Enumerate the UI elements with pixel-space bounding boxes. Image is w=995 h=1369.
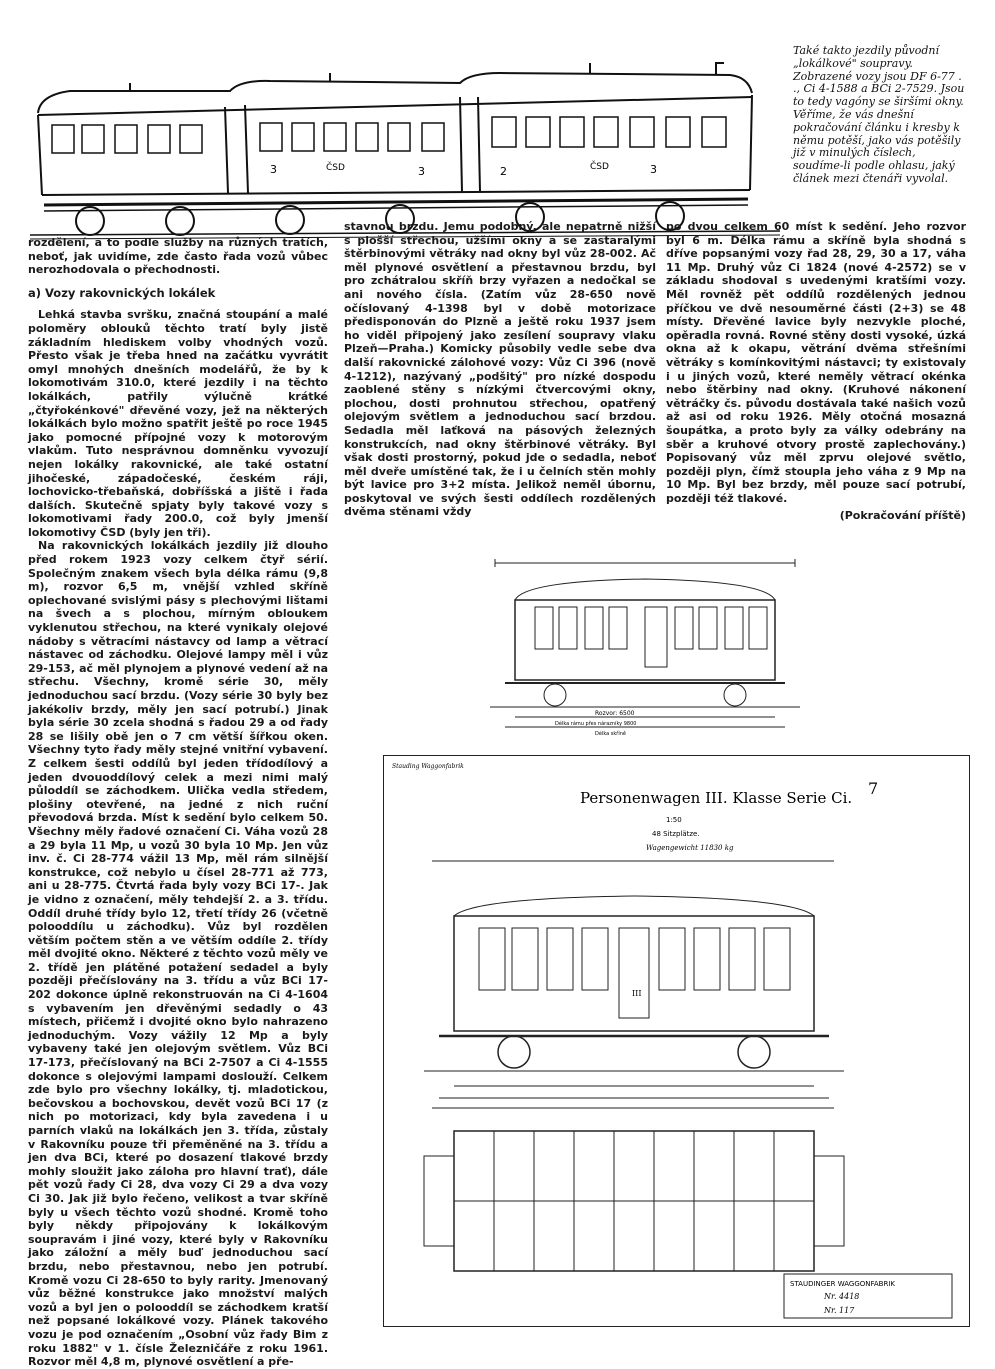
train-sketch xyxy=(30,45,780,245)
drawing2-weight: Wagengewicht 11830 kg xyxy=(646,844,734,852)
drawing1-label-b: Délka skříně xyxy=(595,731,626,737)
car3-class-label: 2 xyxy=(500,165,507,178)
drawing2-title: Personenwagen III. Klasse Serie Ci. xyxy=(580,789,853,807)
drawing2-roman: III xyxy=(632,989,642,998)
drawing2-mark: 7 xyxy=(868,779,879,798)
car3-class3-label: 3 xyxy=(650,163,657,176)
column-1 xyxy=(28,236,328,1369)
car1-door-label: 3 xyxy=(270,163,277,176)
car2-csd-label: ČSD xyxy=(326,163,345,173)
column-3 xyxy=(666,220,966,523)
column1-intro: rozdělení, a to podle služby na různých tratích, neboť, jak uvidíme, zde často řada vozů vůbec nerozhodovala o přechodnosti. xyxy=(28,236,328,277)
section-heading: a) Vozy rakovnických lokálek xyxy=(28,285,216,300)
stamp-line-3: Nr. 117 xyxy=(824,1306,855,1315)
drawing2-seats: 48 Sitzplätze. xyxy=(652,830,700,838)
drawing2-maker: Stauding Waggonfabrik xyxy=(392,763,464,770)
column2-text: stavnou brzdu. Jemu podobný, ale nepatrně nižší s plošší střechou, užšími okny a se zastaralými štěrbinovými větráky nad okny byl vůz 28-002. Ač měl plynové osvětlení a přestavnou brzdu, byl pro zchátralou skříň brzy vyřazen a nedočkal se ani nového čísla. (Zatím vůz 28-650 nově očíslovaný 4-1398 byl v době motorizace předisponován do Plzně a ještě roku 1937 jsem ho viděl připojený jako zesílení soupravy vlaku Plzeň—Praha.) Komicky působily vedle sebe dva další rakovnické zálohové vozy: Vůz Ci 396 (nově 4-1212), nazývaný „podšitý" pro nízké dospodu zaoblené stěny s nízkými čtvercovými okny, plochou, dosti prohnutou střechou, opatřený olejovým světlem a jednoduchou sací brzdou. Sedadla měl laťková na pásových železných konstrukcích, nad okny štěrbinové větráky. Byl však dosti prostorný, pokud jde o sedadla, neboť měl dveře umístěné tak, že i u čelních stěn mohly být lavice pro 3+2 místa. Jelikož neměl úbornu, poskytoval ve svých šesti oddílech rozdělených dvěma stěnami vždy xyxy=(344,220,656,519)
continuation-note: (Pokračování příště) xyxy=(839,509,966,523)
car2-door-label: 3 xyxy=(418,165,425,178)
stamp-line-1: STAUDINGER WAGGONFABRIK xyxy=(790,1280,896,1288)
technical-drawing-2 xyxy=(383,755,970,1327)
drawing2-scale: 1:50 xyxy=(666,816,682,824)
column-2 xyxy=(344,220,656,519)
drawing1-dim: Rozvor: 6500 xyxy=(595,710,635,717)
image-caption: Také takto jezdily původní „lokálkové" soupravy. Zobrazené vozy jsou DF 6-77 . ., Ci 4-1588 a BCi 2-7529. Jsou to tedy vagóny se širšími okny. Věříme, že vás dnešní pokračování článku i kresby k němu potěší, jako vás potěšily již v minulých číslech, soudíme-li podle ohlasu, jaký článek mezi čtenáři vyvolal. xyxy=(793,44,965,185)
column1-paragraph-2: Na rakovnických lokálkách jezdily již dlouho před rokem 1923 vozy celkem čtyř sérií. Společným znakem všech byla délka rámu (9,8 m), rozvor 6,5 m, vnější vzhled skříně oplechované svislými pásy s plechovými lištami na švech a s plochou, mírným obloukem vyklenutou střechou, na které vynikaly olejové nádoby s větracími nástavcy od lamp a větrací nástavec od záchodku. Olejové lampy měl i vůz 29-153, ač měl plynojem a plynové vedení až na střechu. Všechny, kromě série 30, měly jednoduchou sací brzdu. (Vozy série 30 byly bez jakékoliv brzdy, měly jen sací potrubí.) Jinak byla série 30 zcela shodná s řadou 29 a od řady 28 se lišily obě jen o 7 cm větší šířkou oken. Všechny tyto řady měly stejné vnitřní vybavení. Z celkem šesti oddílů byl jeden třídodílový a jeden dvouoddílový celek a mezi nimi malý půloddíl se záchodkem. Ulička vedla středem, plošiny otevřené, na jedné z nich ruční převodová brzda. Míst k sedění bylo celkem 50. Všechny měly řadové označení Ci. Váha vozů 28 a 29 byla 11 Mp, u vozů 30 byla 10 Mp. Jen vůz inv. č. Ci 28-774 vážil 13 Mp, měl rám silnější konstrukce, což nebylo u čísel 28-771 až 773, ani u 28-775. Čtvrtá řada byly vozy BCi 17-. Jak je vidno z označení, měly tehdejší 2. a 3. třídu. Oddíl druhé třídy bylo 12, třetí třídy 26 (včetně polooddílu u záchodku). Vůz byl rozdělen větším počtem stěn a ve větším oddíle 2. třídy měl dvojité okno. Některé z těchto vozů měly ve 2. třídě jen plátěné potažení sedadel a byly později přečíslovány na 3. třídu a vůz BCi 17-202 dokonce úplně rekonstruován na Ci 4-1604 s vybavením jen dřevěnými sedadly o 43 místech, přičemž i dvojité okno bylo nahrazeno jednoduchým. Vozy vážily 12 Mp a byly vybaveny také jen olejovým světlem. Vůz BCi 17-173, přečíslovaný na BCi 2-7507 a Ci 4-1555 dokonce s olejovými lampami doslouží. Celkem zde bylo pro všechny lokálky, tj. mladotickou, bečovskou a bochovskou, devět vozů BCi 17 (z nich po motorizaci, kdy byla zavedena i u parních vlaků na lokálkách jen 3. třída, zůstaly v Rakovníku pouze tři přeměněné na 3. třídu a jen dva BCi, které po dosazení tlakové brzdy mohly sloužit jako záloha pro hlavní trať), dále pět vozů řady Ci 28, dva vozy Ci 29 a dva vozy Ci 30. Jak již bylo řečeno, velikost a tvar skříně byly u všech těchto vozů shodné. Kromě toho byly někdy připojovány k lokálkovým soupravám i jiné vozy, které byly v Rakovníku jako záložní a měly buď jednoduchou sací brzdu, nebo přestavnou, nebo jen potrubí. Kromě vozu Ci 28-650 to byly rarity. Jmenovaný vůz běžné konstrukce jako množství malých vozů a byl jen o polooddíl se záchodkem kratší než popsané lokálkové vozy. Plánek takového vozu je pod označením „Osobní vůz řady Bim z roku 1882" v 1. čísle Železničáře z roku 1961. Rozvor měl 4,8 m, plynové osvětlení a pře- xyxy=(28,539,328,1369)
column1-paragraph-1: Lehká stavba svršku, značná stoupání a malé poloměry oblouků těchto tratí byly jistě základním hlediskem volby vhodných vozů. Přesto však je třeba hned na začátku vyvrátit omyl mnohých dnešních modelářů, že by k lokomotivám 310.0, které jezdily i na těchto lokálkách, patřily výlučně krátké „čtyřokénkové" dřevěné vozy, jež na některých lokálkách bylo možno spatřit ještě po roce 1945 jako pomocné přípojné vozy k motorovým vlakům. Tuto nesprávnou domněnku vyvozují nejen lokálky rakovnické, ale také ostatní jihočeské, západočeské, českém ráji, lochovicko-třebaňská, dobříšská a jiště i řada dalších. Skutečně spjaty byly takové vozy s lokomotivami řady 200.0, což byly jmenší lokomotivy ČSD (byly jen tři). xyxy=(28,308,328,539)
technical-drawing-1 xyxy=(485,555,805,740)
column3-text: po dvou celkem 60 míst k sedění. Jeho rozvor byl 6 m. Délka rámu a skříně byla shodná s dříve popsanými vozy řad 28, 29, 30 a 17, váha 11 Mp. Druhý vůz Ci 1824 (nové 4-2572) se v základu shodoval s uvedenými kratšími vozy. Měl rovněž pět oddílů rozdělených jednou příčkou ve dvě nesouměrné části (2+3) se 48 místy. Dřevěné lavice byly nezvykle ploché, opěradla rovná. Rovné stěny dosti vysoké, úzká okna až k okapu, větrání dvěma střešními větráky s komínkovitými nástavci; ty existovaly i u jiných vozů, které neměly větrací okénka nebo štěrbiny nad okny. (Kruhové nákonení větráčky čs. původu dostávala také našich vozů až asi od roku 1926. Měly otočná mosazná šoupátka, a proto byly za války odebrány na sběr a kruhové otvory prostě zaplechovány.) Popisovaný vůz měl zprvu olejové světlo, později plyn, čímž stoupla jeho váha z 9 Mp na 10 Mp. Byl bez brzdy, měl pouze sací potrubí, později též tlakové. xyxy=(666,220,966,505)
car3-csd-label: ČSD xyxy=(590,162,609,172)
drawing1-label-a: Délka rámu přes nárazníky 9800 xyxy=(555,721,637,727)
stamp-line-2: Nr. 4418 xyxy=(824,1292,860,1301)
